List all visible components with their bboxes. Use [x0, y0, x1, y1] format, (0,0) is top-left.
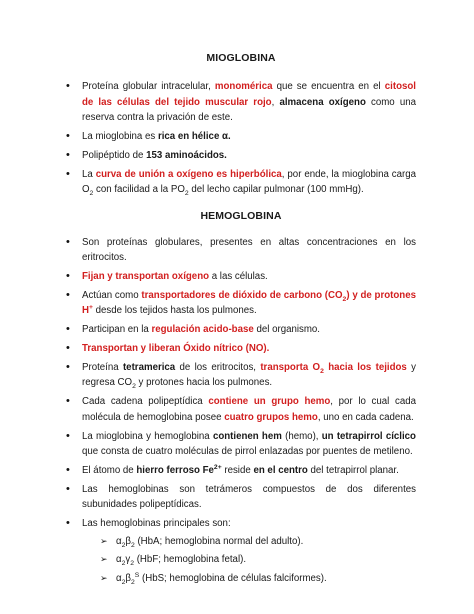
- hemoglobina-bullet-item: [66, 482, 416, 513]
- mioglobina-bullet-item: [66, 148, 416, 164]
- text-run: Fijan y transportan oxígeno: [82, 271, 210, 283]
- mioglobina-bullet-list: [66, 79, 416, 198]
- text-run: un tetrapirrol cíclico: [321, 430, 416, 442]
- text-run: β: [125, 572, 131, 584]
- hemoglobina-bullet-item: [66, 516, 416, 586]
- text-run: como una reserva contra la privación de este.: [82, 96, 416, 124]
- hemoglobina-bullet-item: [66, 235, 416, 266]
- text-run: La mioglobina es: [82, 130, 158, 142]
- text-run: 2: [121, 541, 126, 549]
- text-run: del tetrapirrol planar.: [307, 464, 399, 476]
- text-run: +: [89, 304, 93, 312]
- hemoglobina-bullet-item: [66, 341, 416, 357]
- text-run: β: [125, 535, 131, 547]
- text-run: cuatro grupos hemo: [224, 411, 318, 423]
- text-run: contiene un grupo hemo: [208, 396, 331, 408]
- text-run: hacia los tejidos: [323, 361, 407, 373]
- text-run: Cada cadena polipeptídica: [82, 396, 209, 408]
- text-run: a las células.: [209, 271, 268, 283]
- hemoglobin-type-item: [100, 534, 416, 550]
- text-run: y regresa CO: [82, 361, 416, 389]
- hemoglobina-bullet-item: [66, 269, 416, 285]
- mioglobina-bullet-item: [66, 129, 416, 145]
- text-run: (HbF; hemoglobina fetal).: [134, 554, 247, 566]
- text-run: 2+: [213, 463, 222, 471]
- text-run: del organismo.: [253, 324, 320, 336]
- text-run: en el centro: [253, 464, 308, 476]
- text-run: (HbS; hemoglobina de células falciformes).: [139, 572, 327, 584]
- text-run: 2: [342, 295, 347, 303]
- hemoglobina-bullet-item: [66, 463, 416, 479]
- text-run: curva de unión a oxígeno es hiperbólica: [95, 168, 282, 180]
- text-run: Polipéptido de: [82, 149, 147, 161]
- text-run: El átomo de: [82, 464, 137, 476]
- hemoglobina-bullet-item: [66, 360, 416, 391]
- text-run: La mioglobina y hemoglobina: [82, 430, 213, 442]
- text-run: Las hemoglobinas son tetrámeros compuestos de dos diferentes subunidades polipeptídicas.: [82, 483, 416, 511]
- section-title-mioglobina: MIOGLOBINA: [206, 52, 276, 64]
- text-run: , uno en cada cadena.: [317, 411, 414, 423]
- hemoglobina-bullet-item: [66, 288, 416, 319]
- text-run: tetramerica: [122, 361, 176, 373]
- text-run: transportadores de dióxido de carbono (CO: [141, 289, 343, 301]
- hemoglobin-type-item: [100, 552, 416, 568]
- text-run: 2: [89, 190, 94, 198]
- mioglobina-bullet-item: [66, 167, 416, 198]
- text-run: de los eritrocitos,: [175, 361, 261, 373]
- hemoglobina-bullet-list: [66, 235, 416, 587]
- text-run: 2: [184, 190, 189, 198]
- text-run: , por lo cual cada molécula de hemoglobina posee: [82, 396, 416, 423]
- text-run: 2: [121, 560, 126, 568]
- text-run: Proteína globular intracelular,: [82, 81, 215, 92]
- text-run: Proteína: [82, 361, 123, 373]
- text-run: 2: [132, 383, 136, 391]
- section-title-hemoglobina: HEMOGLOBINA: [200, 209, 282, 222]
- text-run: α: [116, 554, 122, 566]
- text-run: que se encuentra en el: [272, 81, 385, 92]
- text-run: Participan en la: [82, 324, 152, 336]
- text-run: hierro ferroso Fe: [136, 464, 214, 476]
- text-run: (HbA; hemoglobina normal del adulto).: [134, 535, 304, 547]
- text-run: transporta O: [260, 361, 321, 373]
- text-run: 153 aminoácidos.: [146, 149, 227, 161]
- text-run: 2: [320, 367, 324, 375]
- text-run: Las hemoglobinas principales son:: [82, 518, 231, 530]
- text-run: regulación acido-base: [151, 324, 254, 336]
- text-run: citosol de las células del tejido muscular rojo: [82, 81, 416, 108]
- text-run: (hemo),: [281, 430, 322, 442]
- text-run: S: [134, 571, 140, 579]
- text-run: Actúan como: [82, 289, 142, 301]
- text-run: del lecho capilar pulmonar (100 mmHg).: [188, 184, 364, 196]
- hemoglobina-bullet-item: [66, 429, 416, 460]
- text-run: y protones hacia los pulmones.: [135, 377, 273, 389]
- text-run: , por ende, la mioglobina carga O: [82, 168, 417, 196]
- text-run: 2: [121, 578, 126, 586]
- text-run: ) y de protones H: [82, 289, 416, 317]
- text-run: Transportan y liberan Óxido nítrico (NO).: [82, 343, 270, 355]
- mioglobina-bullet-item: [66, 79, 416, 126]
- text-run: La: [82, 168, 96, 180]
- text-run: 2: [130, 541, 135, 549]
- text-run: γ: [125, 554, 131, 566]
- text-run: con facilidad a la PO: [93, 184, 185, 196]
- text-run: Son proteínas globulares, presentes en altas concentraciones en los eritrocitos.: [82, 236, 416, 264]
- hemoglobina-bullet-item: [66, 322, 416, 338]
- text-run: contienen hem: [212, 430, 282, 442]
- text-run: ,: [271, 96, 280, 108]
- text-run: monomérica: [214, 81, 273, 92]
- text-run: almacena oxígeno: [279, 96, 366, 108]
- text-run: 2: [130, 560, 135, 568]
- hemoglobin-types-sublist: [82, 534, 416, 587]
- hemoglobin-type-item: [100, 571, 416, 587]
- text-run: desde los tejidos hasta los pulmones.: [92, 305, 257, 317]
- text-run: α: [116, 572, 122, 584]
- text-run: rica en hélice α.: [157, 130, 231, 142]
- hemoglobina-bullet-item: [66, 394, 416, 425]
- text-run: 2: [130, 578, 135, 586]
- text-run: α: [116, 535, 122, 547]
- text-run: reside: [221, 464, 254, 476]
- text-run: que consta de cuatro moléculas de pirrol enlazadas por puentes de metileno.: [82, 446, 413, 458]
